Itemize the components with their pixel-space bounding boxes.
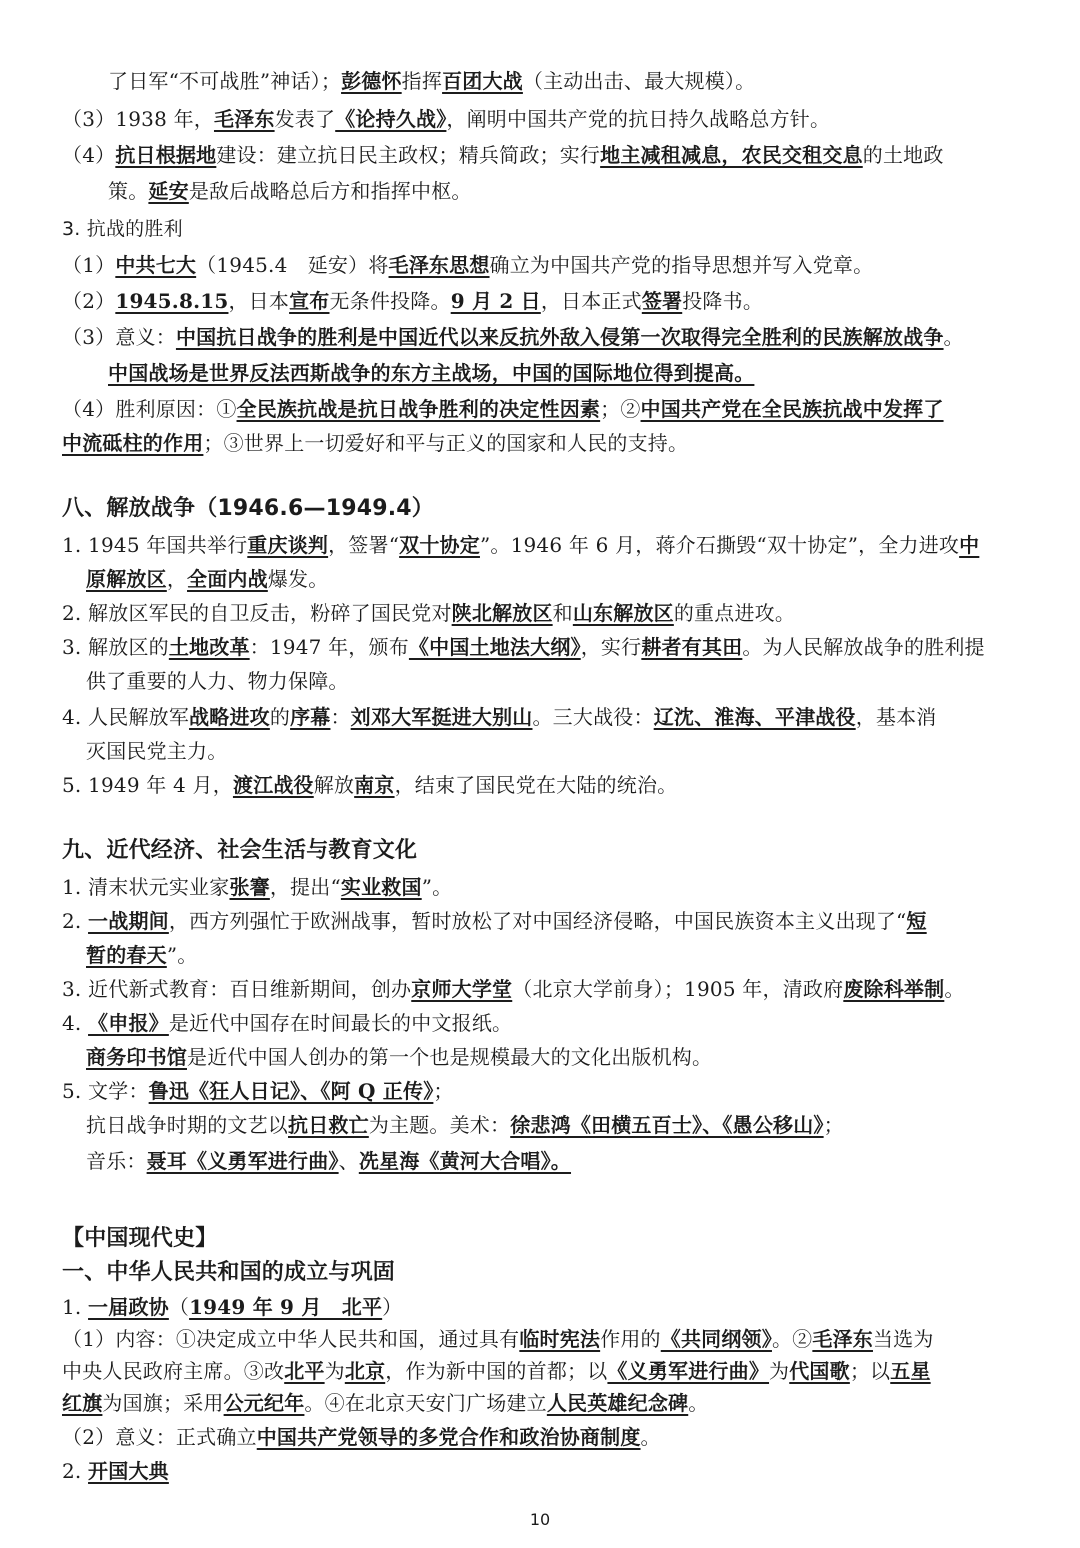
text-line: [108, 176, 1080, 206]
text-line: [62, 906, 1052, 936]
text-segment: 1. 清末状元实业家: [62, 875, 230, 899]
text-line: [62, 1324, 1052, 1354]
text-line: [62, 1008, 1052, 1038]
text-segment: ，日本正式: [540, 289, 642, 313]
underlined-keyword: 毛泽东: [812, 1327, 873, 1351]
underlined-keyword: 《申报》: [88, 1011, 169, 1035]
text-segment: ：: [330, 705, 351, 729]
text-line: [62, 598, 1052, 628]
underlined-keyword: 序幕: [290, 705, 331, 729]
underlined-keyword: 废除科举制: [843, 977, 945, 1001]
underlined-keyword: 9 月 2 日: [450, 289, 541, 313]
text-line: [62, 632, 1052, 662]
text-segment: 解放: [313, 773, 355, 797]
text-segment: （1）内容：①决定成立中华人民共和国，通过具有: [62, 1327, 520, 1351]
underlined-keyword: 刘邓大军挺进大别山: [350, 705, 533, 729]
text-segment: 音乐：: [86, 1149, 147, 1173]
text-segment: 当选为: [872, 1327, 934, 1351]
underlined-keyword: 中国共产党领导的多党合作和政治协商制度: [256, 1425, 641, 1449]
text-segment: 。: [640, 1425, 661, 1449]
text-segment: （: [168, 1295, 190, 1319]
text-line: [62, 140, 1052, 170]
text-segment: 3. 近代新式教育：百日维新期间，创办: [62, 977, 412, 1001]
text-segment: ，提出“: [269, 875, 341, 899]
text-segment: ，结束了国民党在大陆的统治。: [394, 773, 678, 797]
underlined-keyword: 耕者有其田: [641, 635, 743, 659]
text-segment: ，基本消: [855, 705, 937, 729]
underlined-keyword: 一战期间: [88, 909, 169, 933]
text-line: [62, 702, 1052, 732]
underlined-keyword: 百团大战: [442, 69, 523, 93]
text-segment: 为: [769, 1359, 790, 1383]
text-segment: 2.: [62, 909, 89, 933]
underlined-keyword: 徐悲鸿《田横五百士》、《愚公移山》: [510, 1113, 824, 1137]
text-segment: ，实行: [580, 635, 642, 659]
underlined-keyword: 一届政协: [88, 1295, 169, 1319]
text-segment: 策。: [108, 179, 149, 203]
text-segment: 投降书。: [682, 289, 764, 313]
text-segment: 和: [552, 601, 573, 625]
text-line: [62, 214, 1052, 244]
text-segment: 灭国民党主力。: [86, 739, 228, 763]
underlined-keyword: 京师大学堂: [411, 977, 513, 1001]
text-segment: （主动出击、最大规模）。: [522, 69, 756, 93]
text-segment: 一、中华人民共和国的成立与巩固: [62, 1260, 396, 1285]
text-line: [86, 1146, 1076, 1176]
text-segment: （1945.4 延安）将: [196, 253, 389, 277]
text-segment: 。三大战役：: [532, 705, 654, 729]
underlined-keyword: 中国抗日战争的胜利是中国近代以来反抗外敌入侵第一次取得完全胜利的民族解放战争: [175, 325, 944, 349]
text-segment: 了日军“不可战胜”神话）；: [108, 69, 342, 93]
text-segment: ，日本: [228, 289, 290, 313]
text-segment: 为: [324, 1359, 345, 1383]
underlined-keyword: 原解放区: [86, 567, 167, 591]
underlined-keyword: 土地改革: [168, 635, 250, 659]
text-segment: （2）: [62, 289, 116, 313]
underlined-keyword: 山东解放区: [572, 601, 674, 625]
text-segment: 发表了: [274, 107, 336, 131]
underlined-keyword: 暂的春天: [86, 943, 167, 967]
text-segment: ”。1946 年 6 月，蒋介石撕毁“双十协定”，全力进攻: [479, 533, 960, 557]
text-line: [62, 394, 1052, 424]
text-segment: 的重点进攻。: [673, 601, 796, 625]
text-line: [62, 286, 1052, 316]
underlined-keyword: 延安: [148, 179, 189, 203]
text-segment: 。②: [771, 1327, 813, 1351]
text-segment: 1.: [62, 1295, 89, 1319]
text-line: [62, 872, 1052, 902]
text-segment: 【中国现代史】: [62, 1226, 218, 1251]
text-segment: ”。: [421, 875, 453, 899]
text-segment: （3）意义：: [62, 325, 176, 349]
underlined-keyword: 抗日根据地: [115, 143, 217, 167]
underlined-keyword: 冼星海《黄河大合唱》。: [358, 1149, 572, 1173]
underlined-keyword: 《中国土地法大纲》: [408, 635, 581, 659]
text-segment: ；③世界上一切爱好和平与正义的国家和人民的支持。: [203, 431, 689, 455]
text-segment: 。④在北京天安门广场建立: [304, 1391, 547, 1415]
text-segment: （北京大学前身）；1905 年，清政府: [512, 977, 844, 1001]
underlined-keyword: 中: [959, 533, 980, 557]
text-segment: 是近代中国存在时间最长的中文报纸。: [168, 1011, 513, 1035]
text-line: [62, 428, 1052, 458]
underlined-keyword: 全民族抗战是抗日战争胜利的决定性因素: [236, 397, 601, 421]
underlined-keyword: 抗日救亡: [288, 1113, 369, 1137]
text-segment: 4. 人民解放军: [62, 705, 190, 729]
text-line: [62, 1456, 1052, 1486]
underlined-keyword: 张謇: [229, 875, 270, 899]
underlined-keyword: 人民英雄纪念碑: [546, 1391, 689, 1415]
text-segment: （2）意义：正式确立: [62, 1425, 257, 1449]
text-segment: 为国旗；采用: [102, 1391, 224, 1415]
text-segment: 供了重要的人力、物力保障。: [86, 669, 349, 693]
text-segment: 5. 文学：: [62, 1079, 149, 1103]
text-line: [62, 250, 1052, 280]
underlined-keyword: 红旗: [62, 1391, 103, 1415]
underlined-keyword: 南京: [354, 773, 395, 797]
text-segment: 2. 解放区军民的自卫反击，粉碎了国民党对: [62, 601, 452, 625]
text-segment: 确立为中国共产党的指导思想并写入党章。: [489, 253, 874, 277]
text-segment: （4）: [62, 143, 116, 167]
text-line: [86, 666, 1076, 696]
text-line: [62, 322, 1052, 352]
underlined-keyword: 战略进攻: [189, 705, 270, 729]
text-segment: 。: [688, 1391, 709, 1415]
text-segment: 、: [338, 1149, 359, 1173]
text-line: [62, 1356, 1052, 1386]
text-segment: 3. 抗战的胜利: [62, 218, 183, 240]
text-segment: 八、解放战争（1946.6—1949.4）: [62, 496, 434, 521]
text-segment: 4.: [62, 1011, 89, 1035]
text-line: [86, 1110, 1076, 1140]
text-segment: ，阐明中国共产党的抗日持久战略总方针。: [446, 107, 831, 131]
text-segment: （4）胜利原因：①: [62, 397, 237, 421]
underlined-keyword: 聂耳《义勇军进行曲》: [146, 1149, 339, 1173]
underlined-keyword: 公元纪年: [223, 1391, 305, 1415]
underlined-keyword: 北京: [344, 1359, 386, 1383]
underlined-keyword: 鲁迅《狂人日记》、《阿 Q 正传》: [148, 1079, 434, 1103]
text-segment: 九、近代经济、社会生活与教育文化: [62, 838, 418, 863]
underlined-keyword: 《论持久战》: [335, 107, 447, 131]
text-segment: ”。: [166, 943, 198, 967]
underlined-keyword: 中国战场是世界反法西斯战争的东方主战场，中国的国际地位得到提高。: [108, 361, 755, 385]
underlined-keyword: 彭德怀: [341, 69, 402, 93]
underlined-keyword: 中共七大: [115, 253, 197, 277]
underlined-keyword: 渡江战役: [232, 773, 314, 797]
text-line: [86, 736, 1076, 766]
underlined-keyword: 北平: [284, 1359, 325, 1383]
underlined-keyword: 宣布: [289, 289, 330, 313]
underlined-keyword: 商务印书馆: [86, 1045, 187, 1069]
text-segment: 是敌后战略总后方和指挥中枢。: [188, 179, 472, 203]
text-segment: 抗日战争时期的文艺以: [86, 1113, 288, 1137]
text-segment: 的: [269, 705, 291, 729]
text-segment: ：1947 年，颁布: [249, 635, 409, 659]
text-line: [62, 1422, 1052, 1452]
text-segment: 的土地政: [862, 143, 944, 167]
underlined-keyword: 代国歌: [789, 1359, 850, 1383]
text-segment: （3）1938 年，: [62, 107, 214, 131]
underlined-keyword: 《共同纲领》: [660, 1327, 772, 1351]
text-line: [62, 1076, 1052, 1106]
text-line: [62, 974, 1052, 1004]
text-line: [86, 564, 1076, 594]
underlined-keyword: 毛泽东思想: [388, 253, 490, 277]
text-segment: 2.: [62, 1459, 89, 1483]
section-heading: [62, 836, 1052, 866]
text-segment: ，签署“: [328, 533, 400, 557]
text-segment: ，: [166, 567, 188, 591]
section-heading: [62, 494, 1052, 524]
underlined-keyword: 临时宪法: [519, 1327, 601, 1351]
text-segment: 1. 1945 年国共举行: [62, 533, 248, 557]
underlined-keyword: 重庆谈判: [247, 533, 329, 557]
text-segment: ；②: [600, 397, 641, 421]
text-line: [62, 530, 1052, 560]
text-segment: 是近代中国人创办的第一个也是规模最大的文化出版机构。: [187, 1045, 713, 1069]
underlined-keyword: 地主减租减息，农民交租交息: [600, 143, 863, 167]
text-line: [108, 358, 1080, 388]
text-segment: 无条件投降。: [329, 289, 451, 313]
text-segment: ；以: [849, 1359, 891, 1383]
text-line: [62, 1292, 1052, 1322]
text-line: [62, 770, 1052, 800]
text-line: [86, 1042, 1076, 1072]
text-line: [62, 104, 1052, 134]
text-segment: ）: [382, 1295, 403, 1319]
text-segment: 爆发。: [267, 567, 329, 591]
underlined-keyword: 1945.8.15: [115, 289, 229, 313]
text-line: [86, 940, 1076, 970]
text-segment: 。为人民解放战争的胜利提: [742, 635, 985, 659]
text-segment: 3. 解放区的: [62, 635, 169, 659]
underlined-keyword: 签署: [641, 289, 683, 313]
underlined-keyword: 辽沈、淮海、平津战役: [653, 705, 856, 729]
section-heading: [62, 1258, 1052, 1288]
underlined-keyword: 《义勇军进行曲》: [607, 1359, 770, 1383]
text-segment: ；: [433, 1079, 454, 1103]
underlined-keyword: 开国大典: [88, 1459, 169, 1483]
text-segment: 为主题。美术：: [368, 1113, 511, 1137]
text-segment: 建设：建立抗日民主政权；精兵简政；实行: [216, 143, 601, 167]
text-segment: ，作为新中国的首都；以: [385, 1359, 608, 1383]
underlined-keyword: 短: [906, 909, 927, 933]
underlined-keyword: 实业救国: [340, 875, 422, 899]
text-line: [62, 1388, 1052, 1418]
text-segment: （1）: [62, 253, 116, 277]
underlined-keyword: 双十协定: [399, 533, 480, 557]
underlined-keyword: 1949 年 9 月 北平: [189, 1295, 383, 1319]
text-segment: 中央人民政府主席。③改: [62, 1359, 285, 1383]
underlined-keyword: 中流砥柱的作用: [62, 431, 204, 455]
underlined-keyword: 全面内战: [187, 567, 268, 591]
text-line: [108, 66, 1080, 96]
underlined-keyword: 中国共产党在全民族抗战中发挥了: [640, 397, 944, 421]
underlined-keyword: 五星: [890, 1359, 931, 1383]
underlined-keyword: 毛泽东: [213, 107, 275, 131]
text-segment: 指挥: [401, 69, 443, 93]
section-heading: [62, 1224, 1052, 1254]
page-number: 10: [529, 1510, 551, 1529]
text-segment: 。: [944, 977, 965, 1001]
text-segment: ；: [823, 1113, 844, 1137]
text-segment: 。: [943, 325, 964, 349]
text-segment: 作用的: [600, 1327, 661, 1351]
text-segment: 5. 1949 年 4 月，: [62, 773, 233, 797]
underlined-keyword: 陕北解放区: [451, 601, 553, 625]
text-segment: ，西方列强忙于欧洲战事，暂时放松了对中国经济侵略，中国民族资本主义出现了“: [168, 909, 907, 933]
